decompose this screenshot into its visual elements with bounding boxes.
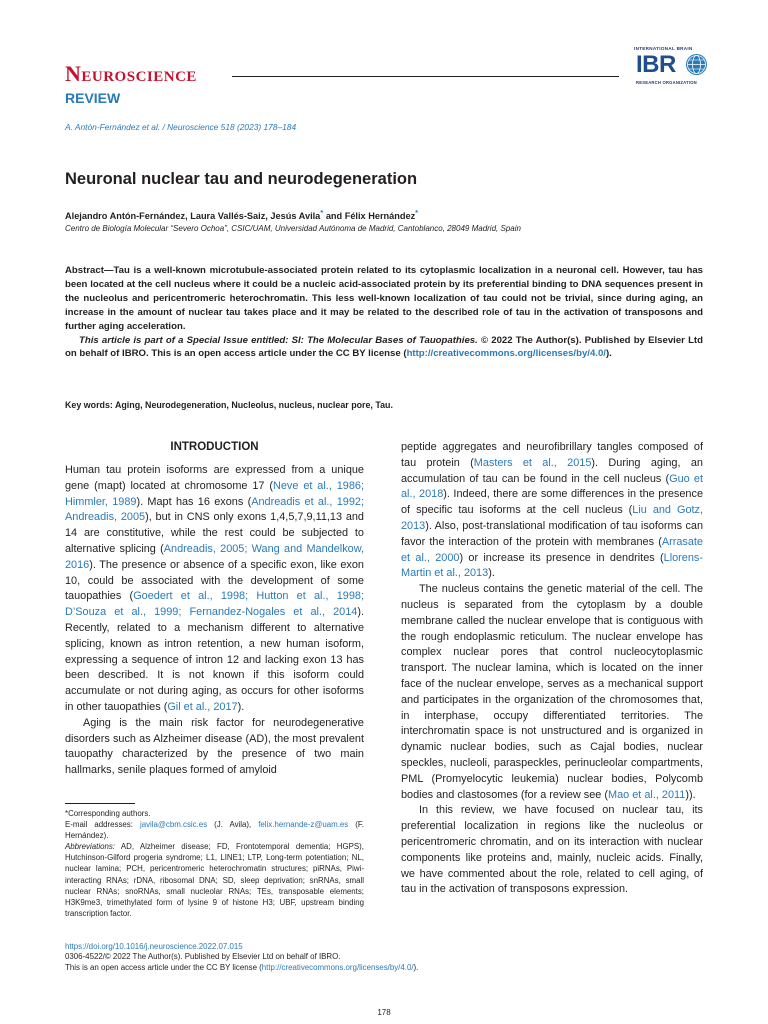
citation-link[interactable]: Andreadis et al., 1992; Andreadis, 2005 [65, 495, 364, 524]
citation-journal[interactable]: Neuroscience 518 (2023) 178–184 [167, 122, 297, 132]
page-number: 178 [377, 1008, 391, 1017]
corresponding-note: *Corresponding authors. [65, 809, 151, 818]
publication-info [65, 942, 418, 973]
paragraph: Aging is the main risk factor for neurodegenerative disorders such as Alzheimer disease (AD), the most prevalent tauopathy characterized by the presence of two main hallmarks, senile plaques formed of amyloid [65, 716, 364, 777]
body-text: ). During aging, an accumulation of tau can be found in the cell nucleus ( [401, 456, 703, 485]
license-link[interactable]: http://creativecommons.org/licenses/by/4.0/ [406, 348, 606, 360]
open-access-line [65, 963, 418, 973]
keywords: Key words: Aging, Neurodegeneration, Nucleolus, nucleus, nuclear pore, Tau. [65, 400, 393, 410]
citation-link[interactable]: Llorens-Martin et al., 2013 [401, 551, 703, 580]
column-left [65, 463, 364, 779]
abbreviations-text: AD, Alzheimer disease; FD, Frontotemporal dementia; HGPS), Hutchinson-Gilford progeria syndrome; L1, LINE1; LTP, Long-term potentiation; NL, nuclear lamina; PCH, pericentromeric heterochromatin structures; piRNAs, Piwi-interacting RNAs; rDNA, ribosomal DNA; SD, sleep deprivation; snRNAs, small nuclear RNAs; snoRNAs, small nucleolar RNAs; TEs, transposable elements; H3K9me3, trimethylated form of lysine 9 of histone H3; UBF, upstream binding transcription factor. [65, 842, 364, 918]
citation-link[interactable]: Arrasate et al., 2000 [401, 535, 703, 564]
footnotes [65, 808, 364, 919]
doi-link[interactable]: https://doi.org/10.1016/j.neuroscience.2022.07.015 [65, 942, 243, 951]
abstract-text: Abstract—Tau is a well-known microtubule-associated protein related to its cytoplasmic localization in a neuronal cell. However, tau has been located at the cell nucleus where it could be a nucleic acid-associated protein by its preferential binding to DNA sequences present in the nucleolus and pericentromeric heterochromatin. This less well-known localization of tau could not be trivial, since during aging, an increase in the amount of nuclear tau takes place and it may be related to the described role of tau in the activation of transposons and further aging acceleration. [65, 265, 703, 332]
footnote-rule [65, 803, 135, 804]
body-text: ). The presence or absence of a specific exon, like exon 10, could be associated with the development of some tauopathies ( [65, 558, 364, 603]
corresponding-mark[interactable]: * [415, 208, 419, 217]
email-note [65, 819, 364, 841]
paragraph [401, 582, 703, 803]
body-text: ). Recently, related to a mechanism different to alternative splicing, known as intron retention, a new human isoform, expressing a sequence of intron 12 and lacking exon 13 has been described. It is not known if this isoform could accumulate or not during aging, as occurs for other isoforms in other tauopathies ( [65, 606, 364, 713]
open-access-text: This is an open access article under the CC BY license ( [65, 962, 262, 972]
body-text: peptide aggregates and neurofibrillary tangles composed of tau protein ( [401, 441, 703, 469]
globe-icon [686, 54, 707, 75]
column-right [401, 440, 703, 898]
email-owner: (J. Avila), [207, 820, 259, 830]
issn-line: 0306-4522/© 2022 The Author(s). Published by Elsevier Ltd on behalf of IBRO. [65, 952, 341, 962]
license-close: ). [605, 348, 612, 360]
citation-link[interactable]: Gil et al., 2017 [167, 700, 238, 713]
abbreviations-label: Abbreviations: [65, 842, 116, 852]
body-text: ), but in CNS only exons 1,4,5,7,9,11,13 and 14 are constitutive, while the rest could be subjected to alternative splicing ( [65, 511, 364, 555]
article-title: Neuronal nuclear tau and neurodegeneration [65, 170, 418, 188]
body-text: ). Also, post-translational modification of tau isoforms can favor the interaction of the protein with membranes ( [401, 519, 703, 548]
paragraph: In this review, we have focused on nuclear tau, its preferential localization in regions like the nucleolus or pericentromeric chromatin, and on its interaction with nuclear components like proteins and, mainly, nucleic acids. Finally, we have commented about the role, related to cell aging, of tau in the activation of transposons expression. [401, 804, 703, 896]
body-text: ). Mapt has 16 exons ( [136, 495, 252, 508]
authors-and: and Félix Hernández [323, 211, 416, 222]
special-issue-note [65, 334, 703, 362]
citation-link[interactable]: Guo et al., 2018 [401, 472, 703, 501]
header-rule [232, 76, 619, 77]
body-text: ) or increase its presence in dendrites ( [459, 551, 664, 564]
abbreviations-note [65, 841, 364, 919]
body-text: ). Indeed, there are some differences in the presence of specific tau isoforms at the cell nucleus ( [401, 488, 703, 517]
citation-link[interactable]: Neve et al., 1986; Himmler, 1989 [65, 479, 364, 508]
section-heading: INTRODUCTION [170, 441, 259, 453]
citation-link[interactable]: Andreadis, 2005; Wang and Mandelkow, 2016 [65, 542, 364, 571]
logo-bottom-text: RESEARCH ORGANIZATION [636, 80, 697, 85]
section-label: REVIEW [65, 90, 121, 106]
body-text: The nucleus contains the genetic material of the cell. The nucleus is separated from the cytoplasm by a double membrane called the nuclear envelope that is contiguous with the rough endoplasmic reticulum. The nuclear envelope has complex nuclear pores that control nucleocytoplasmic transport. The nuclear lamina, which is located on the inner face of the nuclear envelope, serves as a mechanical support and participates in the organization of the chromosomes that, in interphase, occupy differentiated territories. The interchromatin space is not unstructured and is organized in dynamic nuclear bodies, such as Cajal bodies, nuclear speckles, nucleoli, paraspeckles, perinucleolar compartments, PML (Promyelocytic leukemia) nuclear bodies, Polycomb bodies and clastosomes (for a review see ( [401, 583, 703, 801]
logo-main-text: IBR [636, 51, 676, 78]
author-list [65, 208, 418, 221]
open-access-close: ). [413, 962, 419, 972]
email-link[interactable]: javila@cbm.csic.es [139, 820, 208, 830]
paragraph [401, 440, 703, 582]
citation-link[interactable]: Liu and Gotz, 2013 [401, 504, 703, 532]
abstract [65, 264, 703, 361]
ibro-logo [634, 46, 709, 90]
affiliation: Centro de Biología Molecular “Severo Ochoa”, CSIC/UAM, Universidad Autónoma de Madrid, Cantoblanco, 28049 Madrid, Spain [65, 224, 521, 233]
citation-line: A. Antón-Fernández et al. / Neuroscience 518 (2023) 178–184 [65, 122, 297, 132]
special-issue-text: This article is part of a Special Issue entitled: SI: The Molecular Bases of Tauopathies. [79, 334, 478, 346]
copyright-text: © 2022 The Author(s). Published by Elsevier Ltd on behalf of IBRO. This is an open access article under the CC BY license ( [65, 334, 703, 360]
license-link[interactable]: http://creativecommons.org/licenses/by/4.0/ [261, 962, 414, 972]
citation-authors[interactable]: A. Antón-Fernández et al. [65, 122, 161, 132]
body-text: )). [685, 788, 696, 801]
body-text: ). [237, 700, 245, 713]
logo-top-text: INTERNATIONAL BRAIN [634, 46, 693, 51]
paragraph [65, 463, 364, 716]
citation-link[interactable]: Goedert et al., 1998; Hutton et al., 1998; D’Souza et al., 1999; Fernandez-Nogales et al., 2014 [65, 590, 364, 619]
email-owner: (F. Hernández). [65, 820, 364, 841]
body-text: ). [488, 567, 495, 580]
corresponding-mark[interactable]: * [320, 208, 324, 217]
citation-link[interactable]: Masters et al., 2015 [473, 456, 592, 469]
journal-name: Neuroscience [65, 61, 197, 86]
email-label: E-mail addresses: [65, 820, 140, 830]
email-link[interactable]: felix.hernande-z@uam.es [258, 820, 349, 830]
citation-link[interactable]: Mao et al., 2011 [608, 788, 686, 801]
body-text: Human tau protein isoforms are expressed from a unique gene (mapt) located at chromosome 17 ( [65, 464, 364, 492]
authors-text: Alejandro Antón-Fernández, Laura Vallés-Saiz, Jesús Avila [65, 211, 321, 222]
